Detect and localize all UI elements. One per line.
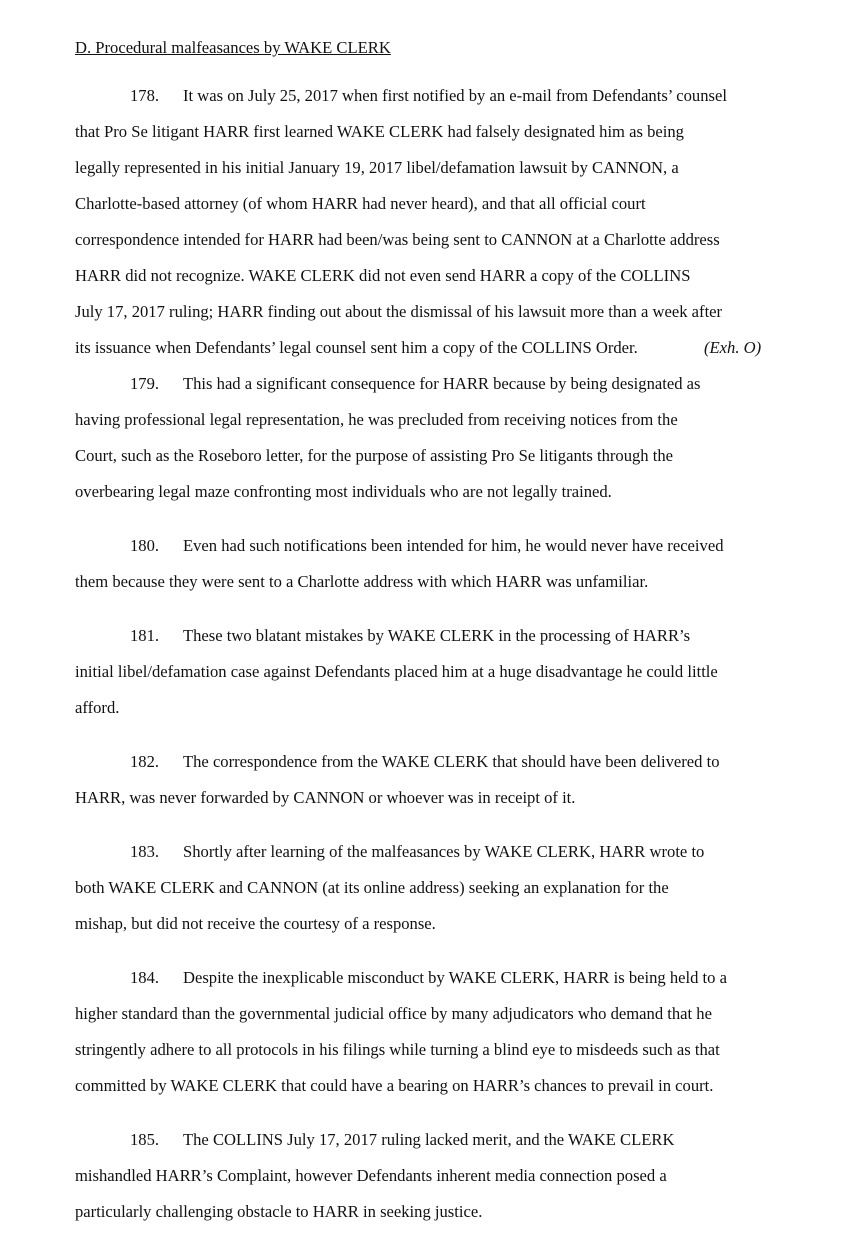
- paragraph-number: 178.: [130, 86, 160, 105]
- paragraph-line: HARR, was never forwarded by CANNON or whoever was in receipt of it.: [75, 788, 576, 807]
- paragraph-number: 181.: [130, 626, 160, 645]
- paragraph-line: mishandled HARR’s Complaint, however Defendants inherent media connection posed a: [75, 1166, 667, 1185]
- paragraph-line: committed by WAKE CLERK that could have a bearing on HARR’s chances to prevail in court.: [75, 1076, 714, 1095]
- paragraph-line: Court, such as the Roseboro letter, for the purpose of assisting Pro Se litigants through the: [75, 446, 674, 465]
- paragraph-line: This had a significant consequence for HARR because by being designated as: [183, 374, 701, 393]
- paragraph-line: The correspondence from the WAKE CLERK that should have been delivered to: [183, 752, 720, 771]
- paragraph-line: These two blatant mistakes by WAKE CLERK in the processing of HARR’s: [183, 626, 691, 645]
- paragraph-line: legally represented in his initial January 19, 2017 libel/defamation lawsuit by CANNON, a: [75, 158, 679, 177]
- paragraph-number: 179.: [130, 374, 160, 393]
- paragraph-line: Despite the inexplicable misconduct by WAKE CLERK, HARR is being held to a: [183, 968, 727, 987]
- paragraph-line: them because they were sent to a Charlotte address with which HARR was unfamiliar.: [75, 572, 649, 591]
- paragraph-line: mishap, but did not receive the courtesy of a response.: [75, 914, 436, 933]
- paragraph-number: 182.: [130, 752, 160, 771]
- paragraph-line: afford.: [75, 698, 120, 717]
- paragraph-line: HARR did not recognize. WAKE CLERK did not even send HARR a copy of the COLLINS: [75, 266, 691, 285]
- paragraph-line: its issuance when Defendants’ legal counsel sent him a copy of the COLLINS Order.: [75, 338, 638, 357]
- paragraph-line: Shortly after learning of the malfeasances by WAKE CLERK, HARR wrote to: [183, 842, 705, 861]
- paragraph-line: Charlotte-based attorney (of whom HARR had never heard), and that all official court: [75, 194, 646, 213]
- paragraph-line: higher standard than the governmental judicial office by many adjudicators who demand that he: [75, 1004, 712, 1023]
- paragraph-line: The COLLINS July 17, 2017 ruling lacked merit, and the WAKE CLERK: [183, 1130, 675, 1149]
- paragraph-number: 183.: [130, 842, 160, 861]
- paragraph-number: 185.: [130, 1130, 160, 1149]
- paragraph-line: that Pro Se litigant HARR first learned WAKE CLERK had falsely designated him as being: [75, 122, 684, 141]
- paragraph-line: correspondence intended for HARR had been/was being sent to CANNON at a Charlotte address: [75, 230, 720, 249]
- exhibit-reference: (Exh. O): [704, 338, 762, 357]
- paragraph-line: It was on July 25, 2017 when first notified by an e-mail from Defendants’ counsel: [183, 86, 727, 105]
- paragraph-number: 180.: [130, 536, 160, 555]
- paragraph-line: having professional legal representation, he was precluded from receiving notices from the: [75, 410, 678, 429]
- paragraph-number: 184.: [130, 968, 160, 987]
- paragraph-line: both WAKE CLERK and CANNON (at its online address) seeking an explanation for the: [75, 878, 669, 897]
- paragraph-line: July 17, 2017 ruling; HARR finding out about the dismissal of his lawsuit more than a week after: [75, 302, 723, 321]
- section-heading: D. Procedural malfeasances by WAKE CLERK: [75, 38, 391, 57]
- paragraph-line: stringently adhere to all protocols in his filings while turning a blind eye to misdeeds such as that: [75, 1040, 720, 1059]
- paragraph-line: overbearing legal maze confronting most individuals who are not legally trained.: [75, 482, 612, 501]
- paragraph-line: initial libel/defamation case against Defendants placed him at a huge disadvantage he could little: [75, 662, 718, 681]
- paragraph-line: Even had such notifications been intended for him, he would never have received: [183, 536, 724, 555]
- paragraph-line: particularly challenging obstacle to HARR in seeking justice.: [75, 1202, 483, 1221]
